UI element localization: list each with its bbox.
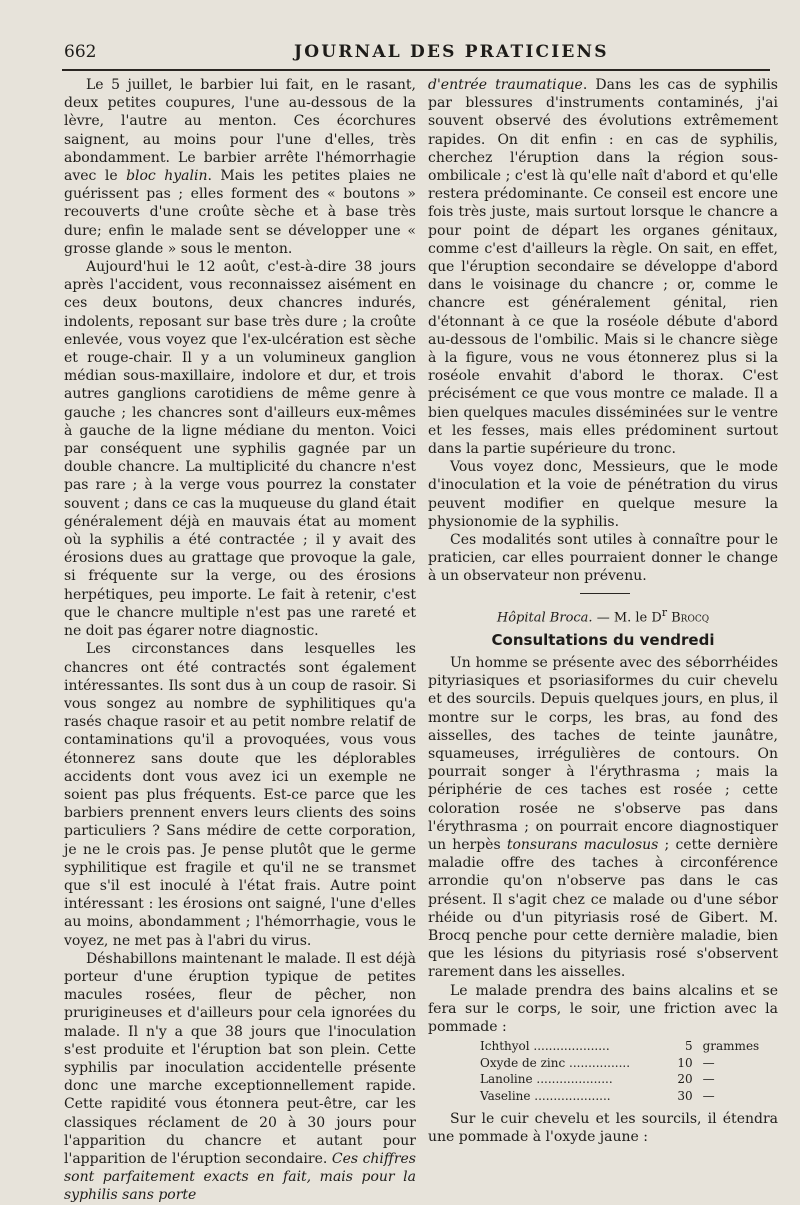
page-number: 662 bbox=[64, 42, 97, 62]
prescription-item: Oxyde de zinc ................ 10 — bbox=[480, 1055, 715, 1070]
paragraph: Le 5 juillet, le barbier lui fait, en le rasant, deux petites coupures, l'une au-dessous de la lèvre, l'autre au menton. Ces écorchures saignent, au moins pour l'une d'elles, très abondamment. Le barbier arrête l'hémorrhagie avec le bloc hyalin. Mais les petites plaies ne guérissent pas ; elles forment des « boutons » recouverts d'une croûte sèche et à base très dure; enfin le malade sent se développer une « grosse glande » sous le menton. bbox=[64, 77, 416, 257]
prescription-item: Lanoline .................... 20 — bbox=[480, 1072, 715, 1087]
paragraph: Le malade prendra des bains alcalins et se fera sur le corps, le soir, une friction avec la pommade : bbox=[428, 982, 778, 1036]
paragraph: Aujourd'hui le 12 août, c'est-à-dire 38 jours après l'accident, vous reconnaissez aisément en ces deux boutons, deux chancres indurés, indolents, reposant sur base très dure ; la croûte enlevée, vous voyez que l'ex-ulcération est sèche et rouge-chair. Il y a un volumineux ganglion médian sous-maxillaire, indolore et dur, et trois autres ganglions carotidiens de même genre à gauche ; les chancres sont d'ailleurs eux-mêmes à gauche de la ligne médiane du menton. Voici par conséquent une syphilis gagnée par un double chancre. La multiplicité du chancre n'est pas rare ; à la verge vous pourrez la constater souvent ; dans ce cas la muqueuse du gland était généralement déjà en mauvais état au moment où la syphilis a été contractée ; il y avait des érosions dues au grattage que provoque la gale, si fréquente sur la verge, ou des érosions herpétiques, peu importe. Le fait à retenir, c'est que le chancre multiple n'est pas une rareté et ne doit pas égarer notre diagnostic. bbox=[64, 259, 416, 640]
hospital-line: Hôpital Broca. — M. le $D^r$ Brocq bbox=[496, 605, 710, 626]
paragraph: Ces modalités sont utiles à connaître pour le praticien, car elles pourraient donner le change à un observateur non prévenu. bbox=[428, 532, 778, 585]
paragraph: Sur le cuir chevelu et les sourcils, il étendra une pommade à l'oxyde jaune : bbox=[428, 1110, 778, 1146]
prescription-list bbox=[428, 1038, 778, 1104]
section-separator bbox=[580, 593, 630, 594]
paragraph: Les circonstances dans lesquelles les chancres ont été contractés sont également intéressantes. Ils sont dus à un coup de rasoir. Si vous songez au nombre de syphilitiques qu'a rasés chaque rasoir et au petit nombre relatif de contaminations qu'il a provoquées, vous vous étonnerez sans doute que les déplorables accidents dont vous avez ici un exemple ne soient pas plus fréquents. Est-ce parce que les barbiers prennent envers leurs clients des soins particuliers ? Sans médire de cette corporation, je ne le crois pas. Je pense plutôt que le germe syphilitique est fragile et qu'il ne se transmet que s'il est inoculé à l'état frais. Autre point intéressant : les érosions ont saigné, l'une d'elles au moins, abondamment ; l'hémorrhagie, vous le voyez, ne met pas à l'abri du virus. bbox=[64, 641, 416, 949]
running-title: JOURNAL DES PRATICIENS bbox=[294, 42, 609, 62]
paragraph: Un homme se présente avec des séborrhéides pityriasiques et psoriasiformes du cuir chevelu et des sourcils. Depuis quelques jours, en plus, il montre sur le corps, les bras, au fond des aisselles, des taches de teinte jaunâtre, squameuses, irrégulières de contours. On pourrait songer à l'érythrasma ; mais la périphérie de ces taches est rosée ; cette coloration rosée ne s'observe pas dans l'érythrasma ; on pourrait encore diagnostiquer un herpès tonsurans maculosus ; cette dernière maladie offre des taches à circonférence arrondie qu'on n'observe pas dans le cas présent. Il s'agit chez ce malade ou d'une sébor rhéide ou d'un pityriasis rosé de Gibert. M. Brocq penche pour cette dernière maladie, bien que les lésions du pityriasis rosé s'observent rarement dans les aisselles. bbox=[428, 655, 779, 981]
left-column bbox=[64, 76, 416, 1205]
prescription-item: Ichthyol .................... 5 grammes bbox=[480, 1039, 760, 1054]
right-column bbox=[428, 76, 778, 1146]
paragraph: Déshabillons maintenant le malade. Il est déjà porteur d'une éruption typique de petites macules rosées, fleur de pêcher, non prurigineuses et d'ailleurs pour cela ignorées du malade. Il n'y a que 38 jours que l'inoculation s'est produite et l'éruption bat son plein. Cette syphilis par inoculation accidentelle présente donc une marche exceptionnellement rapide. Cette rapidité vous étonnera peut-être, car les classiques réclament de 20 à 30 jours pour l'apparition du chancre et autant pour l'apparition de l'éruption secondaire. Ces chiffres sont parfaitement exacts en fait, mais pour la syphilis sans porte bbox=[64, 950, 416, 1204]
paragraph: Vous voyez donc, Messieurs, que le mode d'inoculation et la voie de pénétration du virus peuvent modifier en quelque mesure la physionomie de la syphilis. bbox=[428, 459, 778, 530]
paragraph: d'entrée traumatique. Dans les cas de syphilis par blessures d'instruments contaminés, j'ai souvent observé des évolutions extrêmement rapides. On dit enfin : en cas de syphilis, cherchez l'éruption dans la région sous-ombilicale ; c'est là qu'elle naît d'abord et qu'elle restera prédominante. Ce conseil est encore une fois très juste, mais surtout lorsque le chancre a pour point de départ les organes génitaux, comme c'est d'ailleurs la règle. On sait, en effet, que l'éruption secondaire se développe d'abord dans le voisinage du chancre ; or, comme le chancre est généralement génital, rien d'étonnant à ce que la roséole débute d'abord au-dessous de l'ombilic. Mais si le chancre siège à la figure, vous ne vous étonnerez plus si la roséole envahit d'abord le thorax. C'est précisément ce que vous montre ce malade. Il a bien quelques macules disséminées sur le ventre et les fesses, mais elles prédominent surtout dans la partie supérieure du tronc. bbox=[428, 77, 778, 458]
section-title: Consultations du vendredi bbox=[491, 631, 715, 650]
header-rule bbox=[62, 69, 770, 71]
prescription-item: Vaseline .................... 30 — bbox=[480, 1088, 715, 1103]
